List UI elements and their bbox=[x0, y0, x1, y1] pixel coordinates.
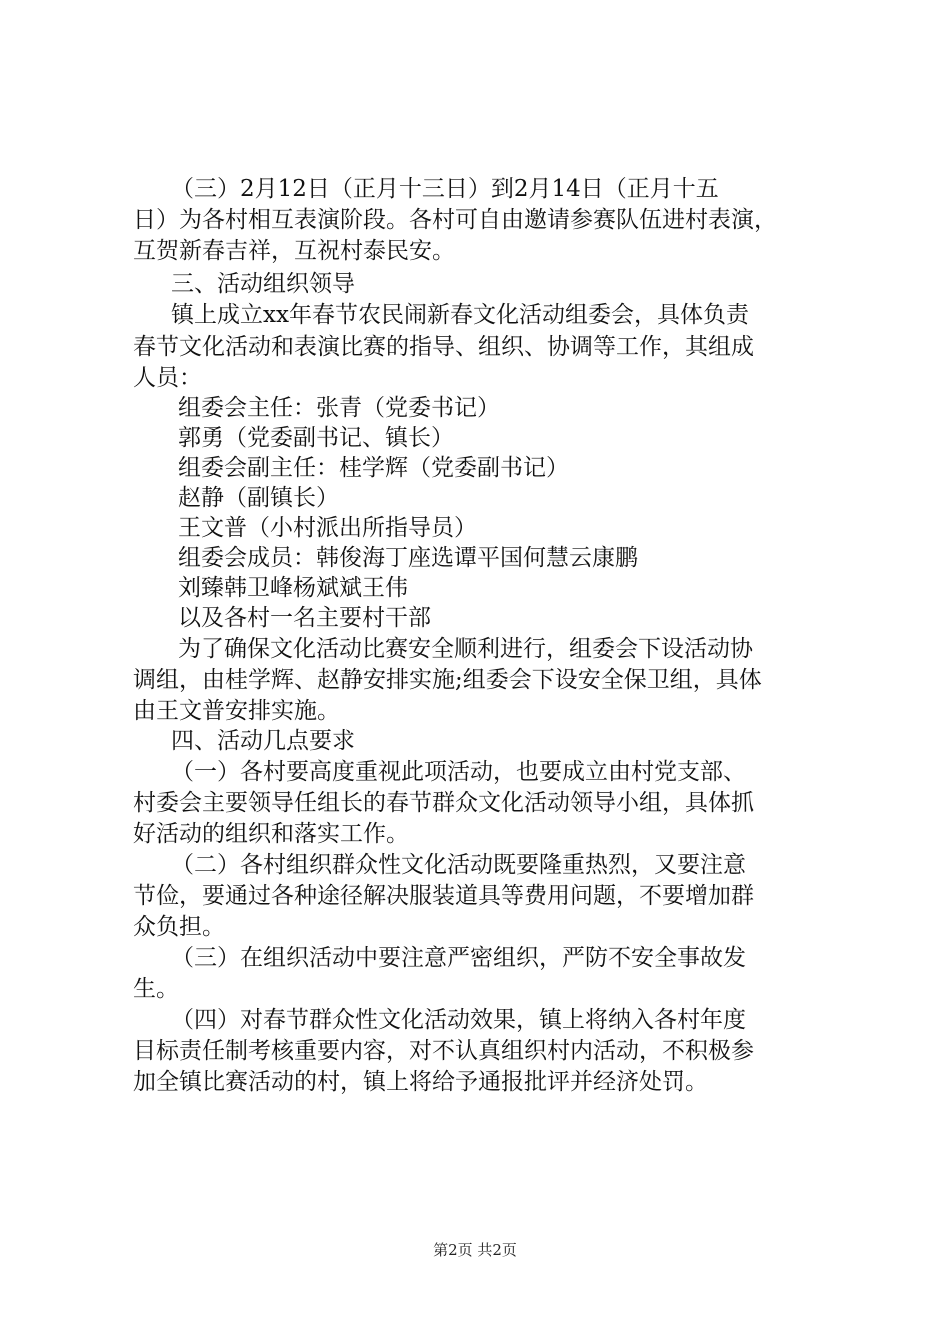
text-line: 人员： bbox=[133, 365, 202, 391]
text-line: 村委会主要领导任组长的春节群众文化活动领导小组，具体抓 bbox=[133, 790, 754, 816]
committee-member: 以及各村一名主要村干部 bbox=[178, 605, 431, 631]
committee-member: 组委会副主任：桂学辉（党委副书记） bbox=[178, 455, 569, 481]
text-line: 为了确保文化活动比赛安全顺利进行，组委会下设活动协 bbox=[178, 636, 753, 662]
text-line: 由王文普安排实施。 bbox=[133, 698, 340, 724]
text-line: 目标责任制考核重要内容，对不认真组织村内活动，不积极参 bbox=[133, 1038, 754, 1064]
text-line: 镇上成立xx年春节农民闹新春文化活动组委会，具体负责 bbox=[171, 302, 749, 328]
section-heading: 三、活动组织领导 bbox=[171, 271, 355, 297]
committee-member: 刘臻韩卫峰杨斌斌王伟 bbox=[178, 575, 408, 601]
text-line: 众负担。 bbox=[133, 914, 225, 940]
committee-member: 郭勇（党委副书记、镇长） bbox=[178, 425, 454, 451]
text-line: 互贺新春吉祥，互祝村泰民安。 bbox=[133, 238, 455, 264]
text-line: 日）为各村相互表演阶段。各村可自由邀请参赛队伍进村表演， bbox=[133, 207, 777, 233]
text-line: 生。 bbox=[133, 976, 179, 1002]
text-line: （二）各村组织群众性文化活动既要隆重热烈，又要注意 bbox=[171, 852, 746, 878]
text-line: 节俭，要通过各种途径解决服装道具等费用问题，不要增加群 bbox=[133, 883, 754, 909]
committee-member: 王文普（小村派出所指导员） bbox=[178, 515, 477, 541]
text-line: （三）2月12日（正月十三日）到2月14日（正月十五 bbox=[171, 176, 719, 202]
committee-member: 赵静（副镇长） bbox=[178, 485, 339, 511]
text-line: 好活动的组织和落实工作。 bbox=[133, 821, 409, 847]
text-line: 春节文化活动和表演比赛的指导、组织、协调等工作，其组成 bbox=[133, 334, 754, 360]
committee-member: 组委会主任：张青（党委书记） bbox=[178, 395, 500, 421]
text-line: 加全镇比赛活动的村，镇上将给予通报批评并经济处罚。 bbox=[133, 1069, 708, 1095]
section-heading: 四、活动几点要求 bbox=[171, 728, 355, 754]
text-line: （四）对春节群众性文化活动效果，镇上将纳入各村年度 bbox=[171, 1007, 746, 1033]
text-line: 调组，由桂学辉、赵静安排实施;组委会下设安全保卫组，具体 bbox=[133, 667, 762, 693]
text-line: （三）在组织活动中要注意严密组织，严防不安全事故发 bbox=[171, 945, 746, 971]
text-line: （一）各村要高度重视此项活动，也要成立由村党支部、 bbox=[171, 759, 746, 785]
page-number-footer: 第2页 共2页 bbox=[433, 1241, 517, 1259]
committee-member: 组委会成员：韩俊海丁座选谭平国何慧云康鹏 bbox=[178, 545, 638, 571]
